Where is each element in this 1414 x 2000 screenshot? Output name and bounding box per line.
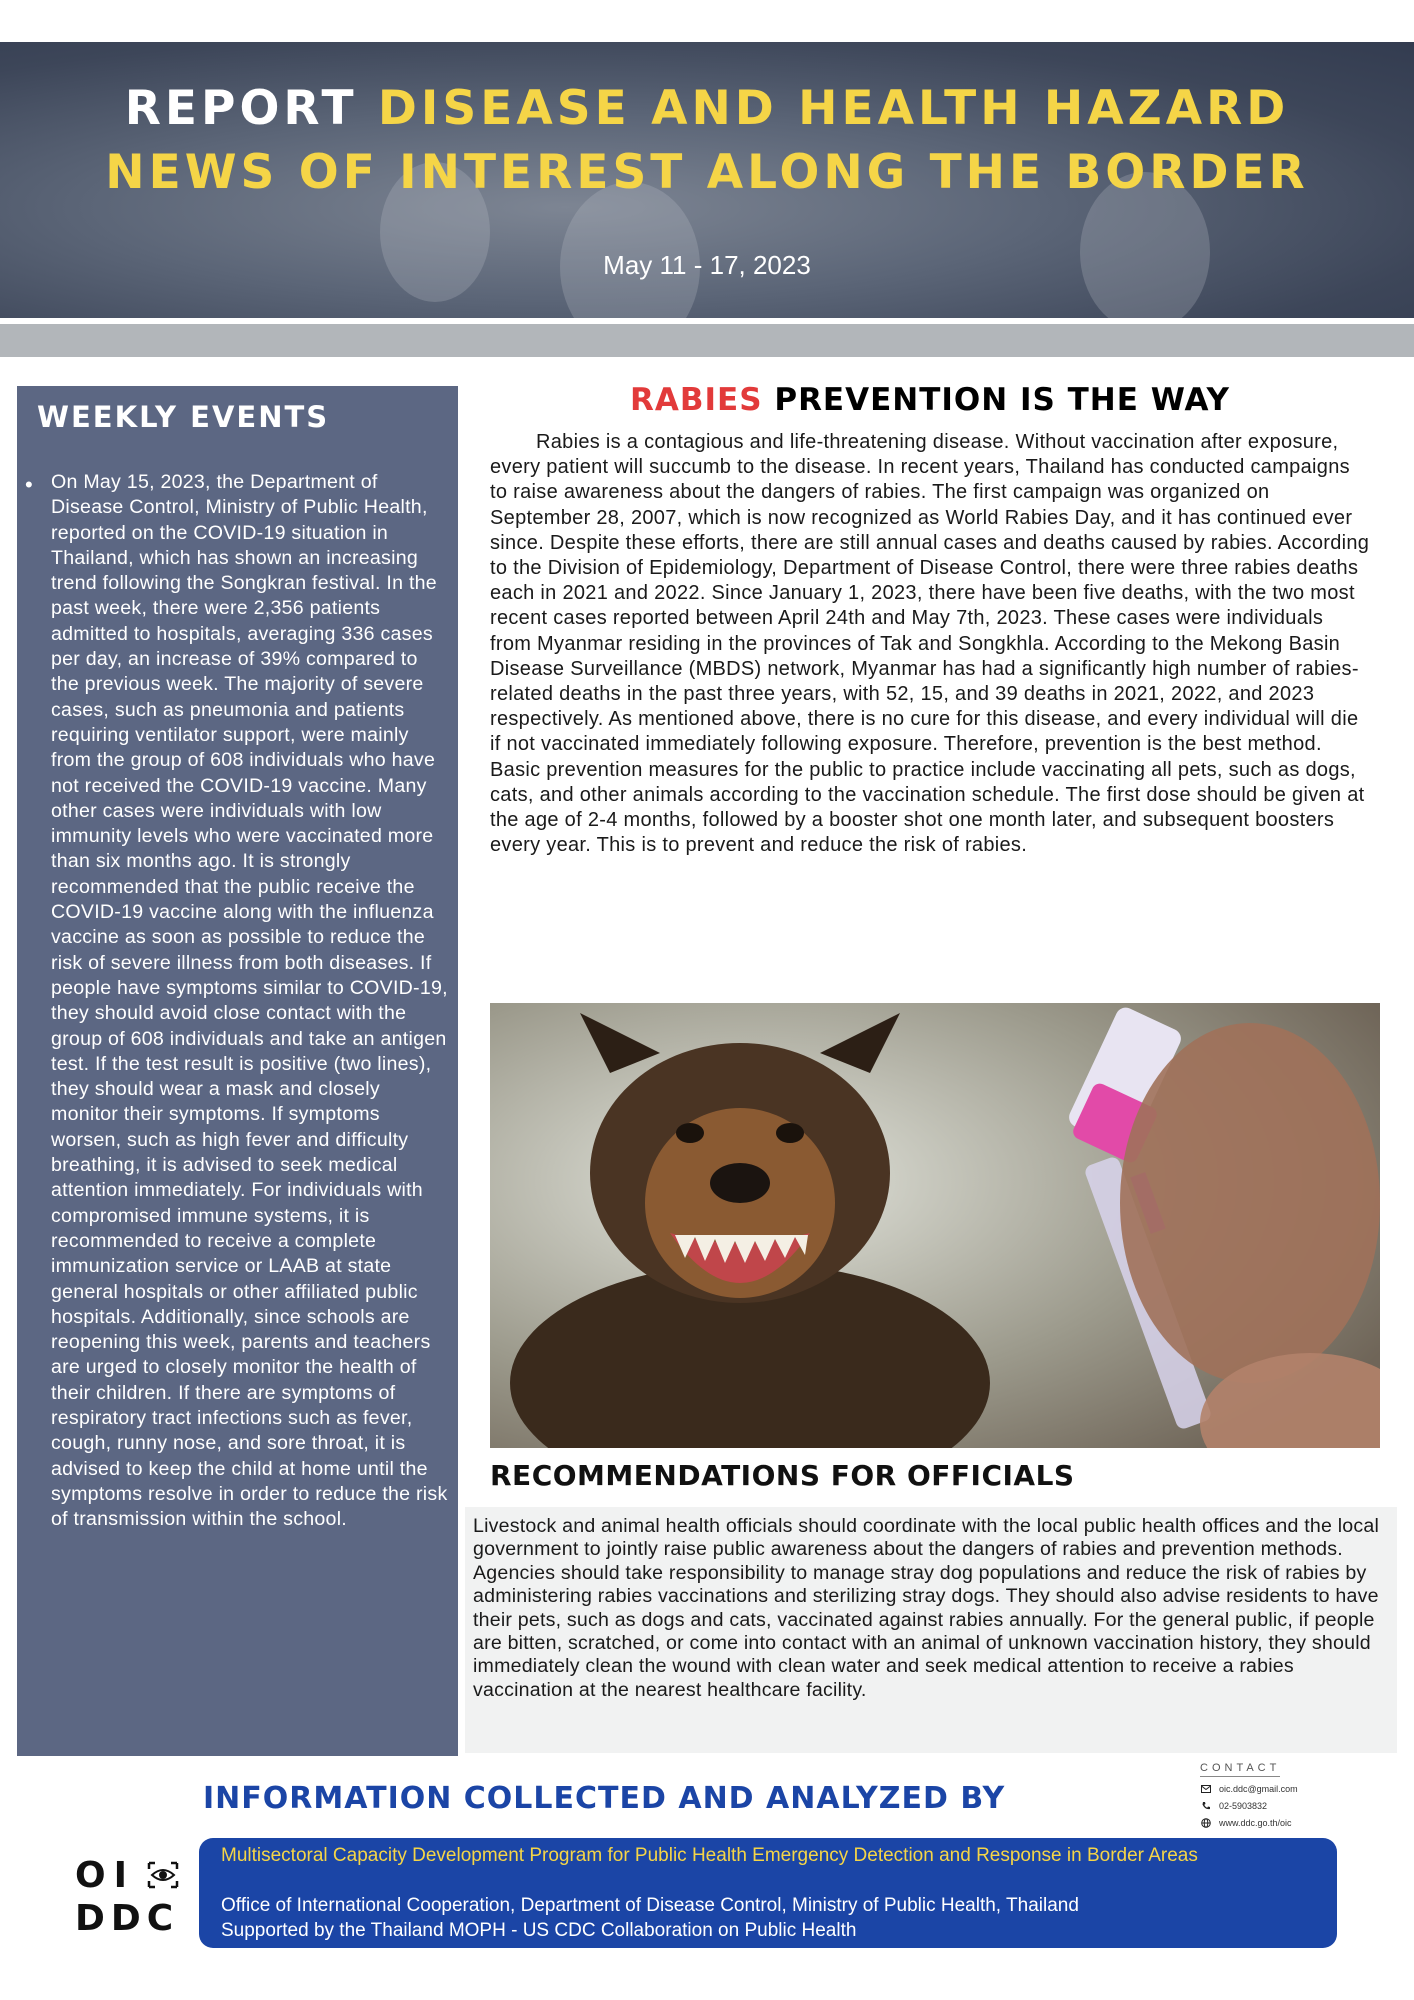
contact-phone-row[interactable] xyxy=(1200,1800,1340,1811)
support-note: Supported by the Thailand MOPH - US CDC Collaboration on Public Health xyxy=(221,1920,857,1941)
weekly-events-text: On May 15, 2023, the Department of Disease Control, Ministry of Public Health, reported on the COVID-19 situation in Thailand, which has shown an increasing trend following the Songkran festival. In the past week, there were 2,356 patients admitted to hospitals, averaging 336 cases per day, an increase of 39% compared to the previous week. The majority of severe cases, such as pneumonia and patients requiring ventilator support, were mainly from the group of 608 individuals who have not received the COVID-19 vaccine. Many other cases were individuals with low immunity levels who were vaccinated more than six months ago. It is strongly recommended that the public receive the COVID-19 vaccine along with the influenza vaccine as soon as possible to reduce the risk of severe illness from both diseases. If people have symptoms similar to COVID-19, they should avoid close contact with the group of 608 individuals and take an antigen test. If the test result is positive (two lines), they should wear a mask and closely monitor their symptoms. If symptoms worsen, such as high fever and difficulty breathing, it is advised to seek medical attention immediately. For individuals with compromised immune systems, it is recommended to receive a complete immunization service or LAAB at state general hospitals or other affiliated public hospitals. Additionally, since schools are reopening this week, parents and teachers are urged to closely monitor the health of their children. If there are symptoms of respiratory tract infections such as fever, cough, runny nose, and sore throat, it is advised to keep the child at home until the symptoms resolve in order to reduce the risk of transmission within the school. xyxy=(51,471,448,1531)
header-banner xyxy=(0,42,1414,318)
email-icon xyxy=(1200,1783,1211,1794)
logo-line1: OI xyxy=(75,1855,135,1896)
program-name: Multisectoral Capacity Development Program for Public Health Emergency Detection and Response in Border Areas xyxy=(221,1845,1198,1866)
report-title-line1 xyxy=(0,77,1414,141)
contact-website[interactable]: www.ddc.go.th/oic xyxy=(1219,1817,1292,1828)
oic-ddc-logo xyxy=(75,1855,185,1945)
recommendations-box xyxy=(465,1507,1397,1753)
report-date: May 11 - 17, 2023 xyxy=(603,250,811,280)
report-title-yellow: DISEASE AND HEALTH HAZARD xyxy=(377,81,1290,136)
rabies-article: Rabies is a contagious and life-threatening disease. Without vaccination after exposure, every patient will succumb to the disease. In recent years, Thailand has conducted campaigns to raise awareness about the dangers of rabies. The first campaign was organized on September 28, 2007, which is now recognized as World Rabies Day, and it has continued ever since. Despite these efforts, there are still annual cases and deaths caused by rabies. According to the Division of Epidemiology, Department of Disease Control, there were three rabies deaths each in 2021 and 2022. Since January 1, 2023, there have been five deaths, with the two most recent cases reported between April 24th and May 7th, 2023. These cases were individuals from Myanmar residing in the provinces of Tak and Songkhla. According to the Mekong Basin Disease Surveillance (MBDS) network, Myanmar has had a significantly high number of rabies-related deaths in the past three years, with 52, 15, and 39 deaths in 2021, 2022, and 2023 respectively. As mentioned above, there is no cure for this disease, and every individual will die if not vaccinated immediately following exposure. Therefore, prevention is the best method. Basic prevention measures for the public to practice include vaccinating all pets, such as dogs, cats, and other animals according to the vaccination schedule. The first dose should be given at the age of 2-4 months, followed by a booster shot one month later, and subsequent boosters every year. This is to prevent and reduce the risk of rabies. xyxy=(490,431,1370,857)
eye-icon xyxy=(147,1861,179,1889)
contact-email[interactable]: oic.ddc@gmail.com xyxy=(1219,1783,1298,1794)
recommendations-title: RECOMMENDATIONS FOR OFFICIALS xyxy=(490,1459,1075,1492)
contact-web-row[interactable] xyxy=(1200,1817,1340,1828)
recommendations-text: Livestock and animal health officials should coordinate with the local public health offices and the local government to jointly raise public awareness about the dangers of rabies and prevention methods. Agencies should take responsibility to manage stray dog populations and reduce the risk of rabies by administering rabies vaccinations and sterilizing stray dogs. They should also advise residents to have their pets, such as dogs and cats, vaccinated against rabies annually. For the general public, if people are bitten, scratched, or come into contact with an animal of unknown vaccination history, they should immediately clean the wound with clean water and seek medical attention to receive a rabies vaccination at the nearest healthcare facility. xyxy=(473,1515,1380,1701)
rabies-title-rest: PREVENTION IS THE WAY xyxy=(774,382,1230,418)
dog-vaccine-photo xyxy=(490,1003,1380,1448)
contact-phone[interactable]: 02-5903832 xyxy=(1219,1800,1268,1811)
phone-icon xyxy=(1200,1800,1211,1811)
rabies-title-red: RABIES xyxy=(630,382,763,418)
rabies-title xyxy=(470,382,1390,418)
report-title-line2: NEWS OF INTEREST ALONG THE BORDER xyxy=(105,145,1309,200)
contact-email-row[interactable] xyxy=(1200,1783,1340,1794)
dog-vaccine-illustration xyxy=(490,1003,1380,1448)
info-collected-title: INFORMATION COLLECTED AND ANALYZED BY xyxy=(203,1781,1006,1816)
report-label: REPORT xyxy=(124,81,358,136)
logo-line2: DDC xyxy=(75,1898,180,1939)
divider-bar xyxy=(0,324,1414,357)
bullet-icon: • xyxy=(25,472,33,497)
weekly-events-panel xyxy=(17,386,458,1756)
contact-block xyxy=(1200,1758,1340,1828)
office-name: Office of International Cooperation, Department of Disease Control, Ministry of Public Health, Thailand xyxy=(221,1895,1079,1916)
footer-credit-box xyxy=(199,1838,1337,1948)
globe-icon xyxy=(1200,1817,1211,1828)
weekly-events-heading: WEEKLY EVENTS xyxy=(37,400,330,434)
contact-label: CONTACT xyxy=(1200,1762,1280,1777)
